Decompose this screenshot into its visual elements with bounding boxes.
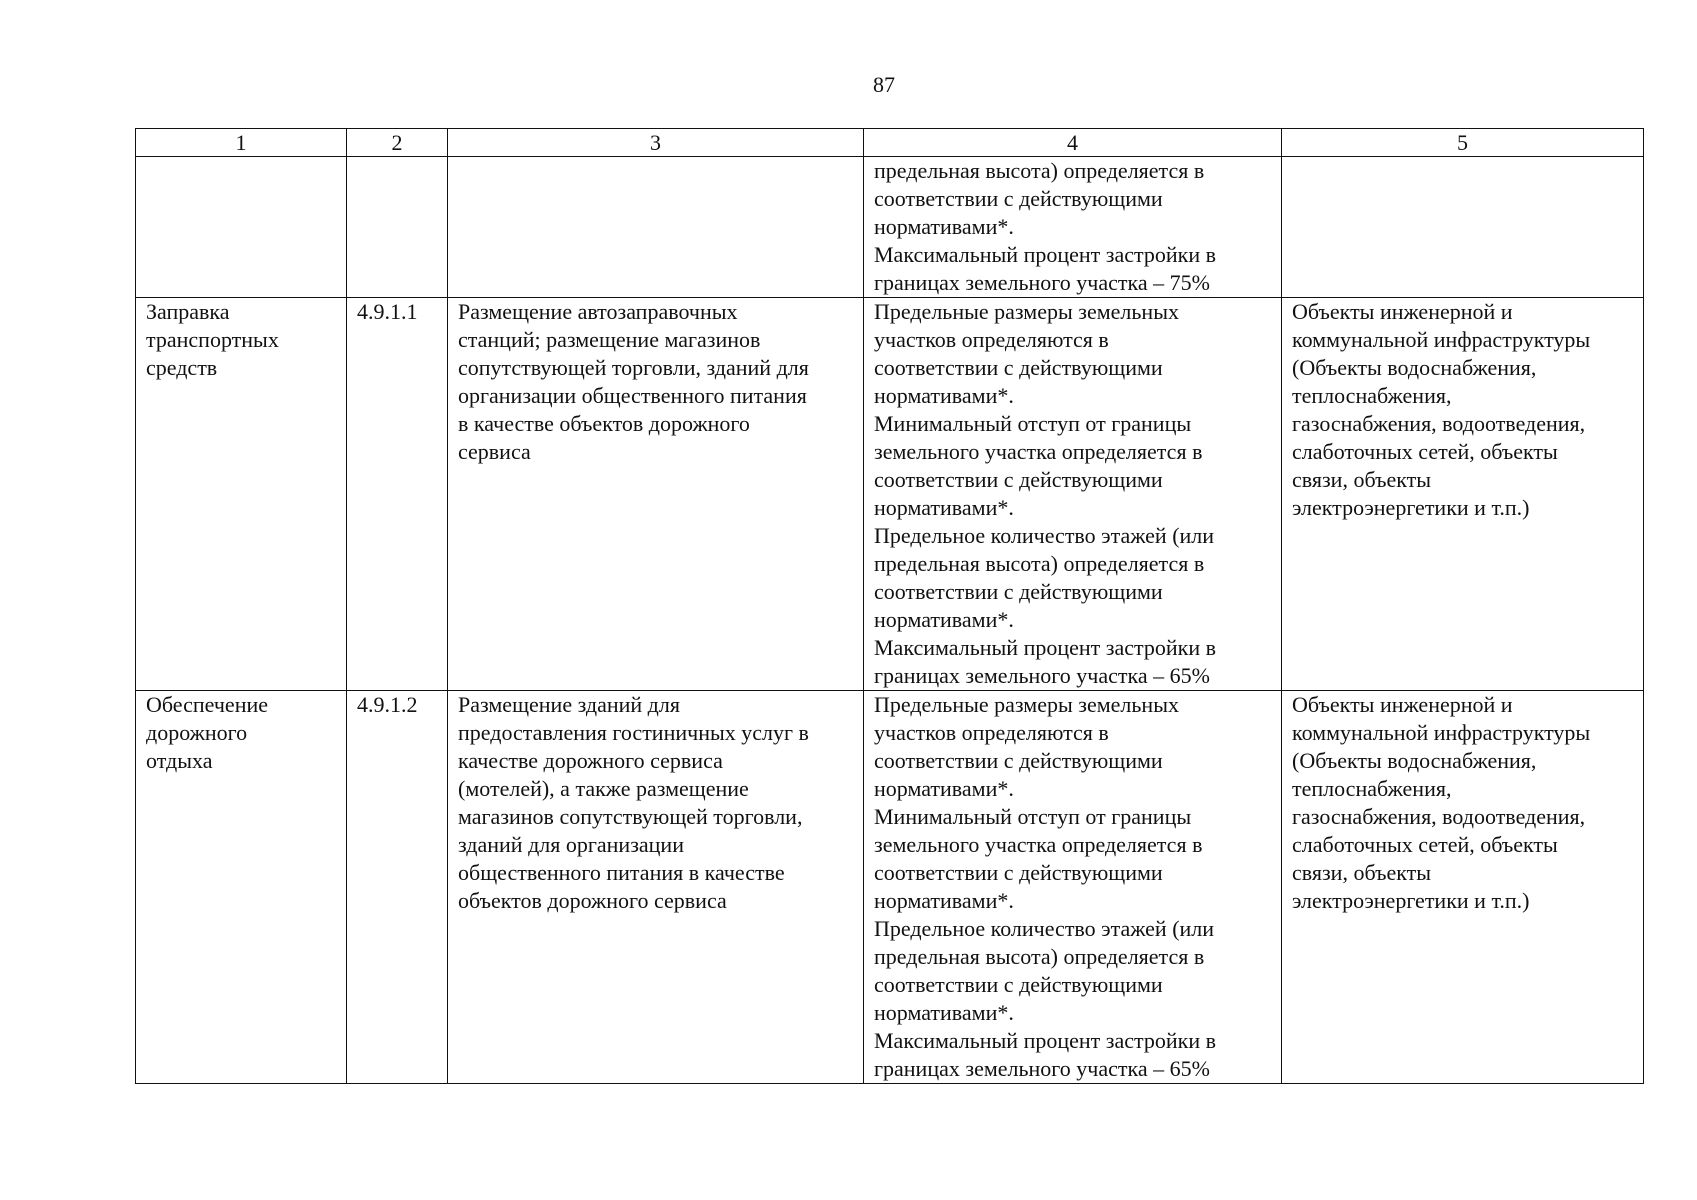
use-type-cell [136, 298, 347, 691]
parameters-cell [864, 157, 1282, 298]
cell-line: нормативами*. [874, 495, 1014, 520]
description-cell [448, 157, 864, 298]
cell-line: (Объекты водоснабжения, [1292, 748, 1537, 773]
cell-line: Объекты инженерной и [1292, 299, 1513, 324]
cell-line: электроэнергетики и т.п.) [1292, 888, 1530, 913]
cell-line: Максимальный процент застройки в [874, 242, 1216, 267]
cell-line: в качестве объектов дорожного [458, 411, 750, 436]
cell-line: слаботочных сетей, объекты [1292, 439, 1558, 464]
cell-line: земельного участка определяется в [874, 439, 1203, 464]
cell-line: (Объекты водоснабжения, [1292, 355, 1537, 380]
cell-line: Максимальный процент застройки в [874, 1028, 1216, 1053]
cell-line: сервиса [458, 439, 531, 464]
cell-line: газоснабжения, водоотведения, [1292, 411, 1586, 436]
cell-line: Размещение зданий для [458, 692, 680, 717]
cell-line: транспортных [146, 327, 279, 352]
cell-line: границах земельного участка – 65% [874, 1056, 1210, 1081]
cell-line: соответствии с действующими [874, 860, 1163, 885]
parameters-cell [864, 298, 1282, 691]
header-col-1: 1 [136, 129, 347, 157]
code-cell [347, 691, 448, 1084]
infrastructure-cell [1282, 691, 1644, 1084]
cell-line: зданий для организации [458, 832, 684, 857]
cell-line: средств [146, 355, 218, 380]
header-col-2: 2 [347, 129, 448, 157]
cell-line: нормативами*. [874, 1000, 1014, 1025]
cell-line: общественного питания в качестве [458, 860, 785, 885]
header-col-3: 3 [448, 129, 864, 157]
cell-line: сопутствующей торговли, зданий для [458, 355, 809, 380]
use-type-cell [136, 691, 347, 1084]
table-row [136, 298, 1644, 691]
cell-line: Размещение автозаправочных [458, 299, 738, 324]
cell-line: электроэнергетики и т.п.) [1292, 495, 1530, 520]
cell-line: земельного участка определяется в [874, 832, 1203, 857]
infrastructure-cell [1282, 157, 1644, 298]
table-header-row [136, 129, 1644, 157]
cell-line: теплоснабжения, [1292, 776, 1452, 801]
cell-line: коммунальной инфраструктуры [1292, 720, 1591, 745]
cell-line: Предельные размеры земельных [874, 692, 1179, 717]
description-cell [448, 691, 864, 1084]
cell-line: связи, объекты [1292, 860, 1432, 885]
infrastructure-cell [1282, 298, 1644, 691]
cell-line: дорожного [146, 720, 248, 745]
cell-line: соответствии с действующими [874, 186, 1163, 211]
cell-line: участков определяются в [874, 720, 1109, 745]
cell-line: предельная высота) определяется в [874, 158, 1205, 183]
cell-line: 4.9.1.1 [357, 299, 418, 324]
cell-line: соответствии с действующими [874, 467, 1163, 492]
cell-line: объектов дорожного сервиса [458, 888, 727, 913]
cell-line: Минимальный отступ от границы [874, 804, 1192, 829]
header-col-5: 5 [1282, 129, 1644, 157]
cell-line: связи, объекты [1292, 467, 1432, 492]
cell-line: газоснабжения, водоотведения, [1292, 804, 1586, 829]
cell-line: организации общественного питания [458, 383, 807, 408]
cell-line: Предельные размеры земельных [874, 299, 1179, 324]
cell-line: участков определяются в [874, 327, 1109, 352]
code-cell [347, 157, 448, 298]
table-row [136, 691, 1644, 1084]
cell-line: предельная высота) определяется в [874, 551, 1205, 576]
cell-line: соответствии с действующими [874, 355, 1163, 380]
cell-line: Максимальный процент застройки в [874, 635, 1216, 660]
header-col-4: 4 [864, 129, 1282, 157]
cell-line: слаботочных сетей, объекты [1292, 832, 1558, 857]
cell-line: Заправка [146, 299, 230, 324]
description-cell [448, 298, 864, 691]
cell-line: станций; размещение магазинов [458, 327, 761, 352]
cell-line: границах земельного участка – 75% [874, 270, 1210, 295]
cell-line: предельная высота) определяется в [874, 944, 1205, 969]
cell-line: Минимальный отступ от границы [874, 411, 1192, 436]
cell-line: нормативами*. [874, 607, 1014, 632]
cell-line: нормативами*. [874, 888, 1014, 913]
cell-line: соответствии с действующими [874, 579, 1163, 604]
table-row [136, 157, 1644, 298]
cell-line: Предельное количество этажей (или [874, 523, 1215, 548]
cell-line: предоставления гостиничных услуг в [458, 720, 809, 745]
cell-line: Предельное количество этажей (или [874, 916, 1215, 941]
regulations-table [135, 128, 1644, 1084]
parameters-cell [864, 691, 1282, 1084]
cell-line: нормативами*. [874, 776, 1014, 801]
page-number: 87 [873, 72, 895, 97]
cell-line: нормативами*. [874, 214, 1014, 239]
use-type-cell [136, 157, 347, 298]
cell-line: нормативами*. [874, 383, 1014, 408]
cell-line: соответствии с действующими [874, 972, 1163, 997]
cell-line: Обеспечение [146, 692, 268, 717]
cell-line: отдыха [146, 748, 213, 773]
cell-line: 4.9.1.2 [357, 692, 418, 717]
code-cell [347, 298, 448, 691]
cell-line: границах земельного участка – 65% [874, 663, 1210, 688]
cell-line: магазинов сопутствующей торговли, [458, 804, 803, 829]
cell-line: качестве дорожного сервиса [458, 748, 723, 773]
cell-line: Объекты инженерной и [1292, 692, 1513, 717]
cell-line: теплоснабжения, [1292, 383, 1452, 408]
cell-line: (мотелей), а также размещение [458, 776, 749, 801]
cell-line: соответствии с действующими [874, 748, 1163, 773]
cell-line: коммунальной инфраструктуры [1292, 327, 1591, 352]
